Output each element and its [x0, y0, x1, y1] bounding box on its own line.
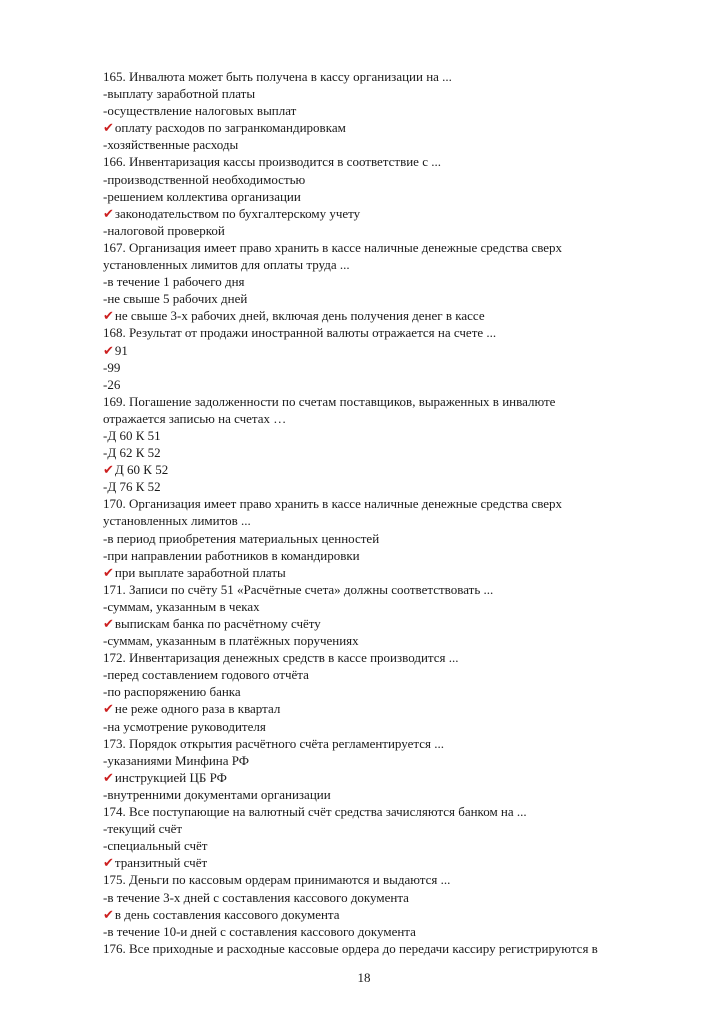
text-line: [103, 530, 683, 547]
line-text: 170. Организация имеет право хранить в кассе наличные денежные средства сверх: [103, 496, 563, 512]
line-text: -в течение 10-и дней с составления кассового документа: [103, 923, 416, 939]
checkmark-icon: ✔: [103, 617, 114, 632]
line-text: -указаниями Минфина РФ: [103, 752, 250, 768]
checkmark-icon: ✔: [103, 856, 114, 872]
text-line: [103, 495, 683, 512]
text-line: [103, 188, 683, 205]
text-line: [103, 581, 683, 598]
answer-line-correct: [103, 564, 683, 581]
line-text: -производственной необходимостью: [103, 171, 306, 187]
line-text: при выплате заработной платы: [114, 564, 286, 580]
answer-line-correct: [103, 461, 683, 478]
text-line: [103, 735, 683, 752]
text-line: [103, 427, 683, 444]
text-line: [103, 136, 683, 153]
answer-line-correct: [103, 615, 683, 632]
checkmark-icon: ✔: [103, 121, 114, 137]
line-text: 167. Организация имеет право хранить в кассе наличные денежные средства сверх: [103, 239, 563, 255]
text-line: [103, 649, 683, 666]
checkmark-icon: ✔: [103, 565, 114, 581]
text-line: [103, 871, 683, 888]
line-text: оплату расходов по загранкомандировкам: [114, 120, 346, 136]
text-line: [103, 444, 683, 461]
text-line: [103, 393, 683, 410]
text-line: [103, 820, 683, 837]
line-text: выпискам банка по расчётному счёту: [114, 616, 321, 631]
text-line: [103, 923, 683, 940]
line-text: 166. Инвентаризация кассы производится в соответствие с ...: [103, 154, 441, 170]
text-line: [103, 273, 683, 290]
line-text: Д 60 К 52: [114, 462, 169, 478]
line-text: -на усмотрение руководителя: [103, 718, 266, 734]
line-text: -по распоряжению банка: [103, 684, 241, 700]
text-line: [103, 102, 683, 119]
text-line: [103, 222, 683, 239]
text-line: [103, 889, 683, 906]
answer-line-correct: [103, 119, 683, 136]
text-line: [103, 837, 683, 854]
line-text: 165. Инвалюта может быть получена в кассу организации на ...: [103, 69, 452, 84]
line-text: -Д 62 К 52: [103, 445, 161, 461]
answer-line-correct: [103, 854, 683, 871]
line-text: 169. Погашение задолженности по счетам поставщиков, выраженных в инвалюте: [103, 393, 556, 409]
text-line: [103, 478, 683, 495]
line-text: 175. Деньги по кассовым ордерам принимаются и выдаются ...: [103, 872, 451, 888]
answer-line-correct: [103, 700, 683, 717]
line-text: -в период приобретения материальных ценностей: [103, 530, 380, 546]
line-text: -хозяйственные расходы: [103, 137, 239, 153]
question-list: [103, 68, 683, 957]
answer-line-correct: [103, 342, 683, 359]
line-text: -решением коллектива организации: [103, 188, 301, 204]
line-text: -не свыше 5 рабочих дней: [103, 291, 248, 307]
line-text: 171. Записи по счёту 51 «Расчётные счета» должны соответствовать ...: [103, 581, 494, 597]
text-line: [103, 290, 683, 307]
line-text: -суммам, указанным в чеках: [103, 598, 260, 614]
checkmark-icon: ✔: [103, 702, 114, 718]
line-text: 173. Порядок открытия расчётного счёта регламентируется ...: [103, 735, 444, 751]
line-text: установленных лимитов ...: [103, 513, 251, 529]
line-text: -внутренними документами организации: [103, 786, 331, 802]
line-text: не свыше 3-х рабочих дней, включая день получения денег в кассе: [114, 308, 485, 324]
text-line: [103, 153, 683, 170]
line-text: -в течение 3-х дней с составления кассового документа: [103, 889, 409, 905]
line-text: 168. Результат от продажи иностранной валюты отражается на счете ...: [103, 325, 497, 341]
line-text: 174. Все поступающие на валютный счёт средства зачисляются банком на ...: [103, 804, 527, 820]
text-line: [103, 359, 683, 376]
line-text: инструкцией ЦБ РФ: [114, 769, 227, 785]
text-line: [103, 376, 683, 393]
text-line: [103, 683, 683, 700]
text-line: [103, 598, 683, 615]
line-text: 176. Все приходные и расходные кассовые ордера до передачи кассиру регистрируются в: [103, 940, 598, 956]
line-text: отражается записью на счетах …: [103, 410, 287, 426]
line-text: не реже одного раза в квартал: [114, 701, 281, 717]
line-text: установленных лимитов для оплаты труда ...: [103, 257, 350, 273]
line-text: -Д 76 К 52: [103, 479, 161, 495]
text-line: [103, 324, 683, 341]
text-line: [103, 752, 683, 769]
text-line: [103, 410, 683, 427]
line-text: -специальный счёт: [103, 838, 208, 854]
answer-line-correct: [103, 769, 683, 786]
checkmark-icon: ✔: [103, 343, 114, 359]
line-text: -текущий счёт: [103, 821, 183, 837]
line-text: -26: [103, 376, 121, 392]
text-line: [103, 666, 683, 683]
line-text: 91: [114, 342, 128, 358]
line-text: законодательством по бухгалтерскому учету: [114, 205, 361, 221]
checkmark-icon: ✔: [103, 206, 114, 222]
line-text: -осуществление налоговых выплат: [103, 103, 297, 119]
line-text: -99: [103, 359, 121, 375]
line-text: -в течение 1 рабочего дня: [103, 274, 245, 290]
answer-line-correct: [103, 906, 683, 923]
checkmark-icon: ✔: [103, 463, 114, 479]
line-text: 172. Инвентаризация денежных средств в кассе производится ...: [103, 650, 459, 666]
page-number: 18: [357, 970, 371, 985]
text-line: [103, 632, 683, 649]
text-line: [103, 239, 683, 256]
text-line: [103, 718, 683, 735]
answer-line-correct: [103, 307, 683, 324]
text-line: [103, 940, 683, 957]
line-text: -Д 60 К 51: [103, 427, 161, 443]
line-text: -перед составлением годового отчёта: [103, 667, 309, 683]
checkmark-icon: ✔: [103, 907, 114, 923]
line-text: -выплату заработной платы: [103, 86, 256, 102]
line-text: -при направлении работников в командировки: [103, 547, 360, 563]
text-line: [103, 512, 683, 529]
line-text: в день составления кассового документа: [114, 906, 340, 922]
text-line: [103, 171, 683, 188]
text-line: [103, 256, 683, 273]
text-line: [103, 85, 683, 102]
checkmark-icon: ✔: [103, 309, 114, 325]
checkmark-icon: ✔: [103, 770, 114, 786]
text-line: [103, 786, 683, 803]
text-line: [103, 547, 683, 564]
line-text: транзитный счёт: [114, 855, 208, 871]
answer-line-correct: [103, 205, 683, 222]
text-line: [103, 803, 683, 820]
text-line: [103, 68, 683, 85]
line-text: -суммам, указанным в платёжных поручениях: [103, 633, 359, 649]
line-text: -налоговой проверкой: [103, 222, 225, 238]
